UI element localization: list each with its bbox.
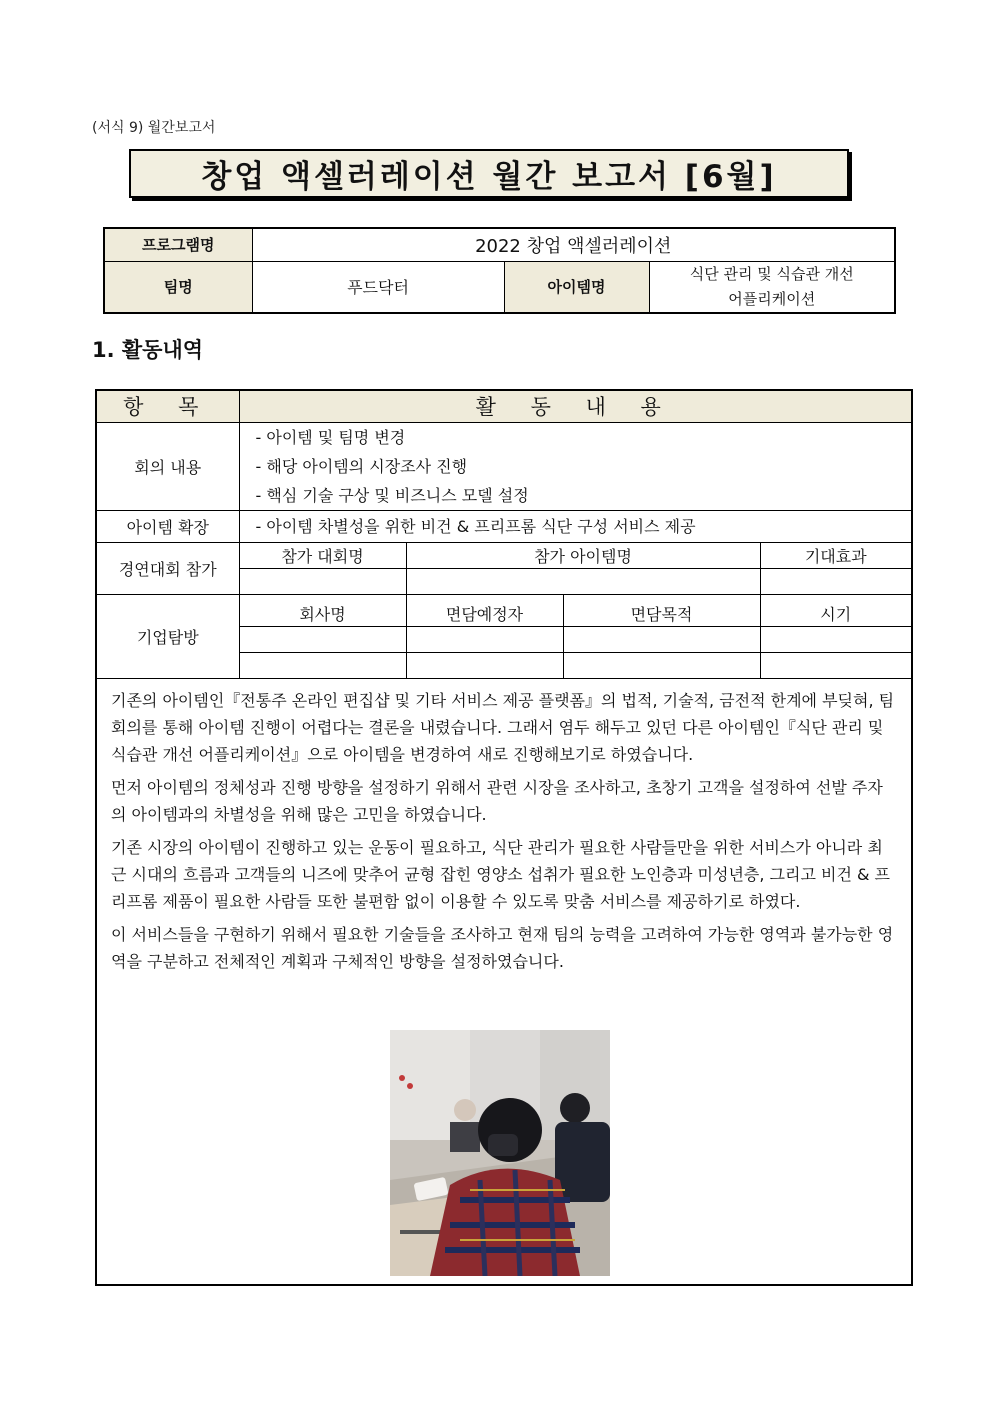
visit-cell: [760, 652, 912, 678]
narrative-paragraph: 이 서비스들을 구현하기 위해서 필요한 기술들을 조사하고 현재 팀의 능력을 고려하여 가능한 영역과 불가능한 영역을 구분하고 전체적인 계획과 구체적인 방향을 설정하였습니다.: [111, 924, 894, 971]
item-name-label: 아이템명: [504, 261, 649, 313]
program-name-label: 프로그램명: [104, 228, 252, 261]
visit-cell: [239, 652, 406, 678]
visit-cell: [563, 652, 760, 678]
item-name-value: [649, 261, 895, 313]
expansion-label: 아이템 확장: [96, 510, 239, 542]
program-name-value: 2022 창업 액셀러레이션: [252, 228, 895, 261]
visit-header-person: 면담예정자: [406, 594, 563, 626]
header-content: 활 동 내 용: [239, 390, 912, 422]
narrative-paragraph: 기존의 아이템인『전통주 온라인 편집샵 및 기타 서비스 제공 플랫폼』의 법적, 기술적, 금전적 한계에 부딪혀, 팀 회의를 통해 아이템 진행이 어렵다는 결론을 내렸습니다. 그래서 염두 해두고 있던 다른 아이템인『식단 관리 및 식습관 개선 어플리케이션』으로 아이템을 변경하여 새로 진행해보기로 하였습니다.: [111, 690, 895, 764]
visit-cell: [239, 626, 406, 652]
narrative-paragraph: 먼저 아이템의 정체성과 진행 방향을 설정하기 위해서 관련 시장을 조사하고, 초창기 고객을 설정하여 선발 주자의 아이템과의 차별성을 위해 많은 고민을 하였습니다.: [111, 777, 883, 824]
visit-label: 기업탐방: [96, 594, 239, 678]
visit-cell: [760, 626, 912, 652]
narrative-paragraph: 기존 시장의 아이템이 진행하고 있는 운동이 필요하고, 식단 관리가 필요한 사람들만을 위한 서비스가 아니라 최근 시대의 흐름과 고객들의 니즈에 맞추어 균형 잡힌 영양소 섭취가 필요한 노인층과 미성년층, 그리고 비건 & 프리프롬 제품이 필요한 사람들 또한 불편함 없이 이용할 수 있도록 맞춤 서비스를 제공하기로 하였다.: [111, 837, 891, 911]
expansion-text: - 아이템 차별성을 위한 비건 & 프리프롬 식단 구성 서비스 제공: [239, 510, 912, 542]
section-heading: 1. 활동내역: [92, 338, 204, 362]
team-name-label: 팀명: [104, 261, 252, 313]
meeting-photo: [390, 1030, 610, 1276]
contest-label: 경연대회 참가: [96, 542, 239, 594]
form-label: (서식 9) 월간보고서: [92, 120, 216, 136]
header-item: 항 목: [96, 390, 239, 422]
list-item: - 핵심 기술 구상 및 비즈니스 모델 설정: [255, 485, 529, 505]
contest-cell: [239, 568, 406, 594]
visit-header-purpose: 면담목적: [563, 594, 760, 626]
list-item: - 아이템 및 팀명 변경: [255, 427, 406, 447]
contest-cell: [760, 568, 912, 594]
visit-cell: [406, 626, 563, 652]
contest-cell: [406, 568, 760, 594]
item-name-line1: 식단 관리 및 식습관 개선: [689, 264, 854, 283]
program-info-table: [103, 227, 896, 314]
meeting-label: 회의 내용: [96, 422, 239, 510]
visit-cell: [406, 652, 563, 678]
contest-header-name: 참가 대회명: [239, 542, 406, 568]
meeting-items: [239, 422, 912, 510]
contest-header-effect: 기대효과: [760, 542, 912, 568]
visit-cell: [563, 626, 760, 652]
list-item: - 해당 아이템의 시장조사 진행: [255, 456, 468, 476]
contest-header-item: 참가 아이템명: [406, 542, 760, 568]
visit-header-company: 회사명: [239, 594, 406, 626]
report-title: 창업 액셀러레이션 월간 보고서 [6월]: [129, 149, 849, 198]
item-name-line2: 어플리케이션: [728, 289, 816, 308]
team-name-value: 푸드닥터: [252, 261, 504, 313]
visit-header-date: 시기: [760, 594, 912, 626]
